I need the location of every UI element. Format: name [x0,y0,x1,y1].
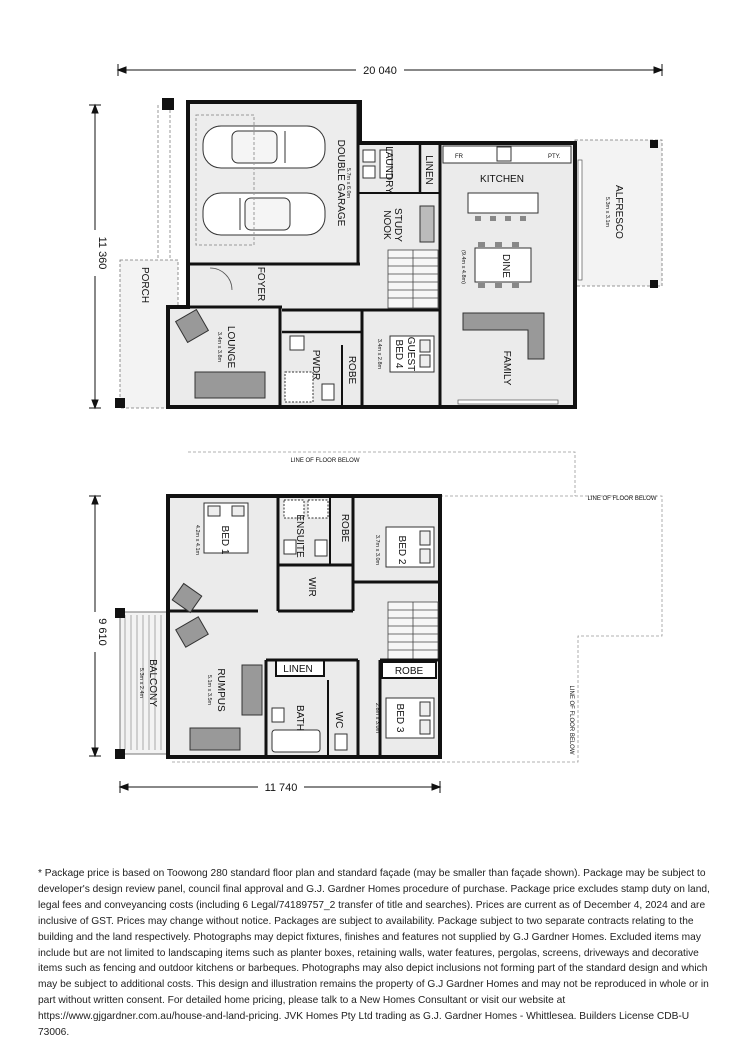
garage-size: 5.7m x 6.0m [345,167,351,199]
kitchen-island [468,193,538,213]
garage-label: DOUBLE GARAGE [335,139,346,227]
line-of-floor-below-label-1: LINE OF FLOOR BELOW [290,458,360,464]
linen-label: LINEN [423,155,434,185]
bed1-label: BED 1 [219,525,230,555]
bed3-label: BED 3 [394,703,405,733]
linen-label-upper: LINEN [283,664,313,675]
robe-label: ROBE [346,355,357,385]
line-of-floor-below-label-2: LINE OF FLOOR BELOW [587,496,657,502]
lounge-label: LOUNGE [225,325,236,369]
wir-label: WIR [306,577,317,597]
bed4-label: BED 4 [393,339,404,369]
powder-label: PWDR [310,349,321,381]
kitchen-label: KITCHEN [480,174,524,185]
laundry-label: LAUNDRY [383,146,394,194]
alfresco-size: 5.3m x 3.1m [604,196,610,228]
ensuite-label: ENSUITE [294,514,305,558]
dimension-label-ground-width: 20 040 [363,65,397,77]
nook-label: NOOK [381,210,392,240]
alfresco-label: ALFRESCO [613,185,624,239]
guest-label: GUEST [405,336,416,372]
car-icon [203,193,325,235]
cooktop-icon [497,147,511,161]
rumpus-size: 5.1m x 3.5m [206,674,212,706]
rumpus-label: RUMPUS [215,668,226,712]
fridge-label: FR [455,154,463,160]
line-of-floor-below-label-3: LINE OF FLOOR BELOW [568,685,574,755]
car-icon [203,126,325,168]
porch-label: PORCH [139,266,150,304]
dimension-label-upper-width: 11 740 [264,782,298,794]
bed3-size: 2.8m x 3.0m [374,702,380,734]
balcony-size: 5.3m x 2.4m [138,667,144,699]
foyer-label: FOYER [255,266,266,302]
stairs [388,602,438,660]
bed1-size: 4.2m x 4.1m [194,524,200,556]
pantry-label: PTY. [548,154,561,160]
dimension-label-ground-depth: 11 360 [96,236,108,270]
stairs [388,250,438,308]
dine-label: DINE [500,254,511,278]
balcony-label: BALCONY [147,659,158,707]
dine-size: (9.4m x 4.8m) [460,250,466,284]
bed2-size: 3.7m x 3.0m [374,534,380,566]
sofa-icon [242,665,262,715]
lounge-size: 3.4m x 3.8m [216,331,222,363]
robe2-label: ROBE [394,666,424,677]
guest-bed-size: 3.4m x 2.8m [376,338,382,370]
bath-label: BATH [294,705,305,731]
family-label: FAMILY [501,350,512,386]
package-disclaimer: * Package price is based on Toowong 280 standard floor plan and standard façade (may be smaller than façade shown). Package may be subject to developer's design review panel, council final approval and G.J. Gardner Homes procedure of purchase. Package price excludes stamp duty on land, legal fees and conveyancing costs (including 6 Legal/74189757_2 transfer of title and searches). Prices are current as of December 4, 2024 and are inclusive of GST. Prices may change without notice. Packages are subject to availability. Package subject to two separate contracts relating to the building and the land respectively. Photographs may depict fixtures, finishes and features not supplied by G.J Gardner Homes. Excluded items may include but are not limited to landscaping items such as planter boxes, retaining walls, water features, pergolas, screens, driveways and decorative items such as fencing and outdoor kitchens or barbeques. Photographs may also depict inclusions not forming part of the standard design and which may be subject to additional costs. This design and illustration remains the property of G.J Gardner Homes and may not be reproduced in whole or in part without written consent. For detailed home pricing, please talk to a New Homes Consultant or visit our website at https://www.gjgardner.com.au/house-and-land-pricing. JVK Homes Pty Ltd trading as G.J. Gardner Homes - Whittlesea. Builders License CDB-U 73006. [38,868,710,1039]
wc-label: WC [333,711,344,729]
sofa-icon [195,372,265,398]
bed2-label: BED 2 [396,535,407,565]
dimension-label-upper-depth: 9 610 [96,618,108,646]
study-label: STUDY [392,208,403,242]
sofa-icon [190,728,240,750]
robe-label-upper: ROBE [339,513,350,543]
